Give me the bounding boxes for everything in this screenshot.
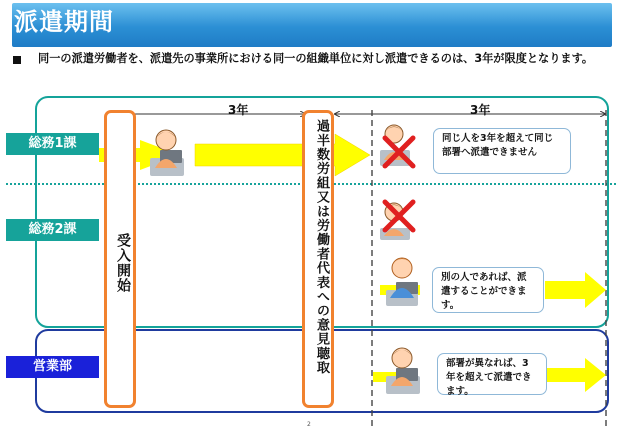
page-number: 2 [307, 421, 311, 428]
page-title: 派遣期間 [14, 8, 114, 36]
period-1-label: 3年 [228, 103, 249, 117]
arrow-soumu2-end [545, 272, 606, 308]
note-different-person: 別の人であれば、派遣することができます。 [432, 267, 544, 313]
start-milestone-box: 受入開始 [104, 110, 136, 408]
description-text: 同一の派遣労働者を、派遣先の事業所における同一の組織単位に対し派遣できるのは、3年が限度となります。 [38, 52, 594, 65]
dept-label-eigyo: 営業部 [6, 356, 99, 378]
note-same-person: 同じ人を3年を超えて同じ部署へ派遣できません [433, 128, 571, 174]
arrow-soumu1-main [195, 134, 370, 176]
period-2-label: 3年 [470, 103, 491, 117]
man-at-laptop-icon [386, 258, 418, 306]
arrow-eigyo-end [545, 358, 606, 392]
woman-at-laptop-icon-2 [386, 348, 420, 394]
dept-label-soumu1: 総務1課 [6, 133, 99, 155]
hearing-milestone-box: 過半数労組又は労働者代表への意見聴取 [302, 110, 334, 408]
note-different-department: 部署が異なれば、3年を超えて派遣できます。 [437, 353, 547, 395]
dept-label-soumu2: 総務2課 [6, 219, 99, 241]
